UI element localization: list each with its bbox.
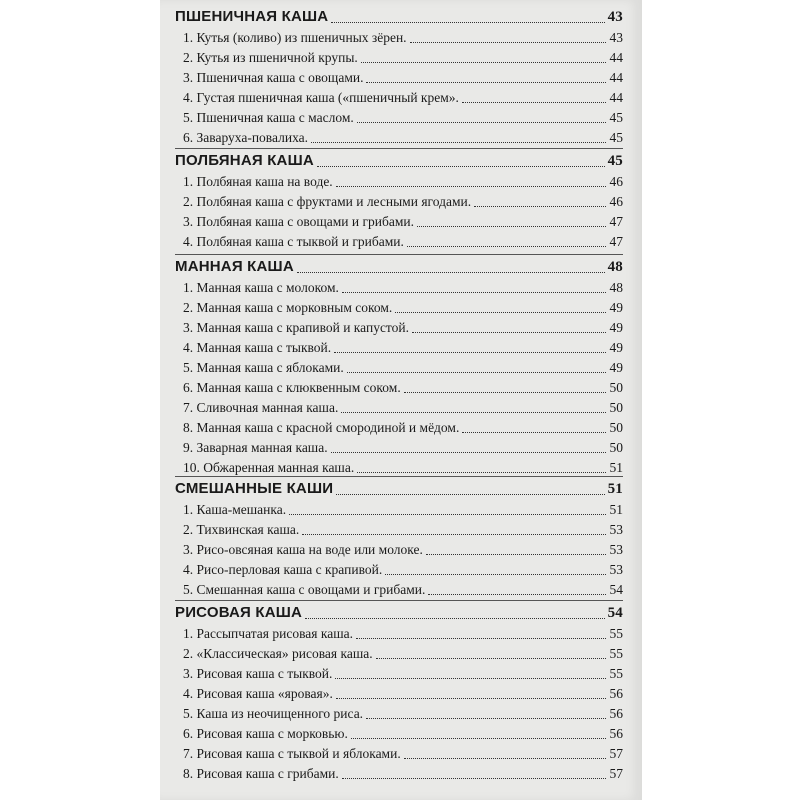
item-label: 6. Рисовая каша с морковью. [183, 726, 348, 741]
item-label: 10. Обжаренная манная каша. [183, 460, 355, 475]
list-item [175, 438, 623, 458]
item-label: 6. Манная каша с клюквенным соком. [183, 380, 401, 395]
list-item [175, 624, 623, 644]
section-heading [175, 602, 623, 624]
dot-leader [336, 493, 604, 495]
item-page: 53 [609, 562, 623, 577]
item-label: 5. Пшеничная каша с маслом. [183, 110, 354, 125]
list-item [175, 192, 623, 212]
dot-leader [385, 573, 606, 575]
item-page: 50 [609, 440, 623, 455]
list-item [175, 724, 623, 744]
list-item [175, 418, 623, 438]
section-wheat-porridge [175, 6, 623, 148]
section-heading [175, 256, 623, 278]
item-page: 56 [609, 706, 623, 721]
list-item [175, 540, 623, 560]
section-heading [175, 478, 623, 500]
item-page: 55 [609, 666, 623, 681]
dot-leader [361, 61, 606, 63]
item-page: 56 [609, 726, 623, 741]
list-item [175, 298, 623, 318]
list-item [175, 28, 623, 48]
list-item [175, 88, 623, 108]
item-label: 1. Полбяная каша на воде. [183, 174, 333, 189]
list-item [175, 378, 623, 398]
item-label: 7. Сливочная манная каша. [183, 400, 339, 415]
item-page: 45 [609, 110, 623, 125]
list-item [175, 500, 623, 520]
list-item [175, 318, 623, 338]
item-label: 2. «Классическая» рисовая каша. [183, 646, 373, 661]
item-page: 46 [609, 174, 623, 189]
item-label: 8. Манная каша с красной смородиной и мёдом. [183, 420, 460, 435]
list-item [175, 684, 623, 704]
item-page: 55 [609, 626, 623, 641]
section-title: ПОЛБЯНАЯ КАША [175, 152, 314, 169]
item-label: 2. Манная каша с морковным соком. [183, 300, 393, 315]
list-item [175, 172, 623, 192]
section-divider [175, 148, 623, 149]
dot-leader [302, 533, 606, 535]
list-item [175, 128, 623, 148]
dot-leader [351, 737, 606, 739]
item-label: 4. Полбяная каша с тыквой и грибами. [183, 234, 404, 249]
list-item [175, 704, 623, 724]
dot-leader [335, 677, 606, 679]
dot-leader [412, 331, 606, 333]
section-title: СМЕШАННЫЕ КАШИ [175, 480, 334, 497]
list-item [175, 744, 623, 764]
dot-leader [426, 553, 606, 555]
section-heading [175, 6, 623, 28]
list-item [175, 664, 623, 684]
dot-leader [331, 21, 604, 23]
item-label: 3. Рисовая каша с тыквой. [183, 666, 333, 681]
list-item [175, 560, 623, 580]
section-page: 43 [607, 9, 623, 25]
section-semolina-porridge [175, 256, 623, 478]
section-page: 48 [607, 259, 623, 275]
item-page: 45 [609, 130, 623, 145]
item-page: 48 [609, 280, 623, 295]
section-page: 54 [607, 605, 623, 621]
list-item [175, 580, 623, 600]
dot-leader [404, 391, 606, 393]
item-page: 43 [609, 30, 623, 45]
item-page: 47 [609, 214, 623, 229]
dot-leader [410, 41, 606, 43]
section-divider [175, 254, 623, 255]
item-page: 50 [609, 420, 623, 435]
item-page: 50 [609, 380, 623, 395]
section-title: МАННАЯ КАША [175, 258, 294, 275]
item-page: 47 [609, 234, 623, 249]
dot-leader [376, 657, 606, 659]
dot-leader [404, 757, 606, 759]
list-item [175, 338, 623, 358]
section-divider [175, 476, 623, 477]
section-page: 51 [607, 481, 623, 497]
dot-leader [317, 165, 605, 167]
item-label: 5. Каша из неочищенного риса. [183, 706, 364, 721]
item-label: 4. Рисо-перловая каша с крапивой. [183, 562, 383, 577]
section-title: ПШЕНИЧНАЯ КАША [175, 8, 329, 25]
list-item [175, 212, 623, 232]
dot-leader [341, 411, 606, 413]
item-label: 3. Пшеничная каша с овощами. [183, 70, 364, 85]
item-page: 54 [609, 582, 623, 597]
list-item [175, 458, 623, 478]
dot-leader [334, 351, 606, 353]
list-item [175, 520, 623, 540]
section-title: РИСОВАЯ КАША [175, 604, 303, 621]
list-item [175, 644, 623, 664]
list-item [175, 278, 623, 298]
dot-leader [331, 451, 606, 453]
item-label: 2. Полбяная каша с фруктами и лесными ягодами. [183, 194, 472, 209]
dot-leader [366, 717, 606, 719]
dot-leader [474, 205, 606, 207]
section-rice-porridge [175, 602, 623, 784]
item-page: 49 [609, 300, 623, 315]
item-label: 5. Манная каша с яблоками. [183, 360, 344, 375]
list-item [175, 358, 623, 378]
dot-leader [462, 101, 606, 103]
dot-leader [342, 777, 606, 779]
item-page: 49 [609, 360, 623, 375]
dot-leader [357, 121, 606, 123]
item-page: 44 [609, 90, 623, 105]
item-label: 4. Рисовая каша «яровая». [183, 686, 333, 701]
dot-leader [407, 245, 606, 247]
item-label: 2. Тихвинская каша. [183, 522, 300, 537]
dot-leader [356, 637, 606, 639]
list-item [175, 48, 623, 68]
item-page: 51 [609, 460, 623, 475]
section-page: 45 [607, 153, 623, 169]
list-item [175, 108, 623, 128]
item-label: 3. Манная каша с крапивой и капустой. [183, 320, 410, 335]
section-mixed-porridges [175, 478, 623, 600]
dot-leader [357, 471, 606, 473]
dot-leader [297, 271, 605, 273]
item-page: 53 [609, 542, 623, 557]
item-label: 2. Кутья из пшеничной крупы. [183, 50, 358, 65]
dot-leader [336, 697, 606, 699]
dot-leader [347, 371, 606, 373]
item-label: 1. Манная каша с молоком. [183, 280, 339, 295]
section-spelt-porridge [175, 150, 623, 252]
item-page: 57 [609, 746, 623, 761]
item-label: 3. Полбяная каша с овощами и грибами. [183, 214, 415, 229]
dot-leader [311, 141, 606, 143]
item-page: 44 [609, 50, 623, 65]
item-label: 9. Заварная манная каша. [183, 440, 328, 455]
item-label: 6. Заваруха-повалиха. [183, 130, 309, 145]
item-page: 49 [609, 340, 623, 355]
item-page: 46 [609, 194, 623, 209]
dot-leader [305, 617, 605, 619]
section-divider [175, 600, 623, 601]
item-page: 51 [609, 502, 623, 517]
item-label: 3. Рисо-овсяная каша на воде или молоке. [183, 542, 423, 557]
item-label: 4. Манная каша с тыквой. [183, 340, 332, 355]
item-label: 4. Густая пшеничная каша («пшеничный крем». [183, 90, 459, 105]
dot-leader [289, 513, 606, 515]
item-label: 7. Рисовая каша с тыквой и яблоками. [183, 746, 401, 761]
item-label: 1. Рассыпчатая рисовая каша. [183, 626, 353, 641]
item-label: 8. Рисовая каша с грибами. [183, 766, 339, 781]
item-page: 55 [609, 646, 623, 661]
dot-leader [395, 311, 606, 313]
item-page: 50 [609, 400, 623, 415]
item-label: 1. Каша-мешанка. [183, 502, 287, 517]
dot-leader [366, 81, 606, 83]
list-item [175, 232, 623, 252]
dot-leader [462, 431, 606, 433]
item-label: 5. Смешанная каша с овощами и грибами. [183, 582, 426, 597]
list-item [175, 68, 623, 88]
item-page: 57 [609, 766, 623, 781]
item-page: 53 [609, 522, 623, 537]
dot-leader [342, 291, 606, 293]
list-item [175, 398, 623, 418]
list-item [175, 764, 623, 784]
dot-leader [417, 225, 606, 227]
item-page: 56 [609, 686, 623, 701]
dot-leader [336, 185, 606, 187]
dot-leader [428, 593, 606, 595]
item-label: 1. Кутья (коливо) из пшеничных зёрен. [183, 30, 407, 45]
item-page: 44 [609, 70, 623, 85]
item-page: 49 [609, 320, 623, 335]
section-heading [175, 150, 623, 172]
